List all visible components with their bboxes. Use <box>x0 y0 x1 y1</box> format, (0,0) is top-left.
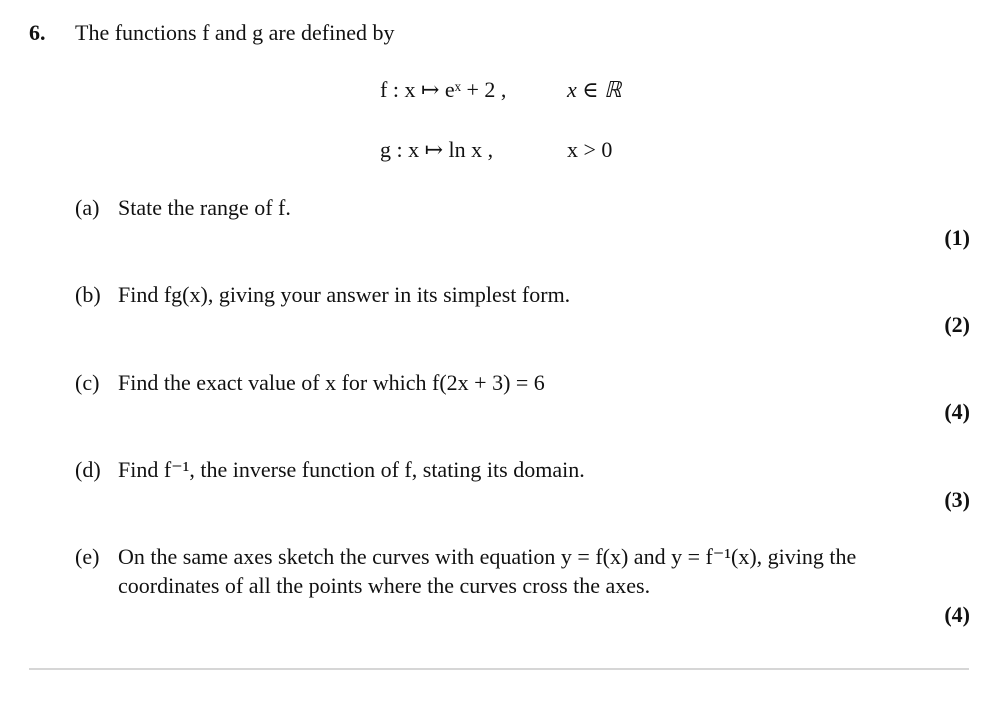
part-e-text-line-2: coordinates of all the points where the curves cross the axes. <box>118 573 651 598</box>
part-a-marks: (1) <box>944 225 970 250</box>
definition-g-domain: x > 0 <box>567 137 613 162</box>
part-e-label: (e) <box>75 544 100 569</box>
part-d-text: Find f⁻¹, the inverse function of f, stating its domain. <box>118 457 585 482</box>
definition-g: g : x ↦ ln x , <box>380 137 494 162</box>
question-number: 6. <box>29 20 46 45</box>
part-e-text-line-1: On the same axes sketch the curves with equation y = f(x) and y = f⁻¹(x), giving the <box>118 544 857 569</box>
part-c-marks: (4) <box>944 399 970 424</box>
divider-line <box>29 668 969 670</box>
part-b-label: (b) <box>75 282 101 307</box>
question-intro: The functions f and g are defined by <box>75 20 395 45</box>
part-d-marks: (3) <box>944 487 970 512</box>
part-b-text: Find fg(x), giving your answer in its simplest form. <box>118 282 571 307</box>
part-e-marks: (4) <box>944 602 970 627</box>
part-d-label: (d) <box>75 457 101 482</box>
part-a-label: (a) <box>75 195 100 220</box>
definition-f-domain: x ∈ ℝ <box>567 77 622 102</box>
part-b-marks: (2) <box>944 312 970 337</box>
part-a-text: State the range of f. <box>118 195 291 220</box>
part-c-label: (c) <box>75 370 100 395</box>
part-c-text: Find the exact value of x for which f(2x + 3) = 6 <box>118 370 545 395</box>
definition-f: f : x ↦ eˣ + 2 , <box>380 77 507 102</box>
